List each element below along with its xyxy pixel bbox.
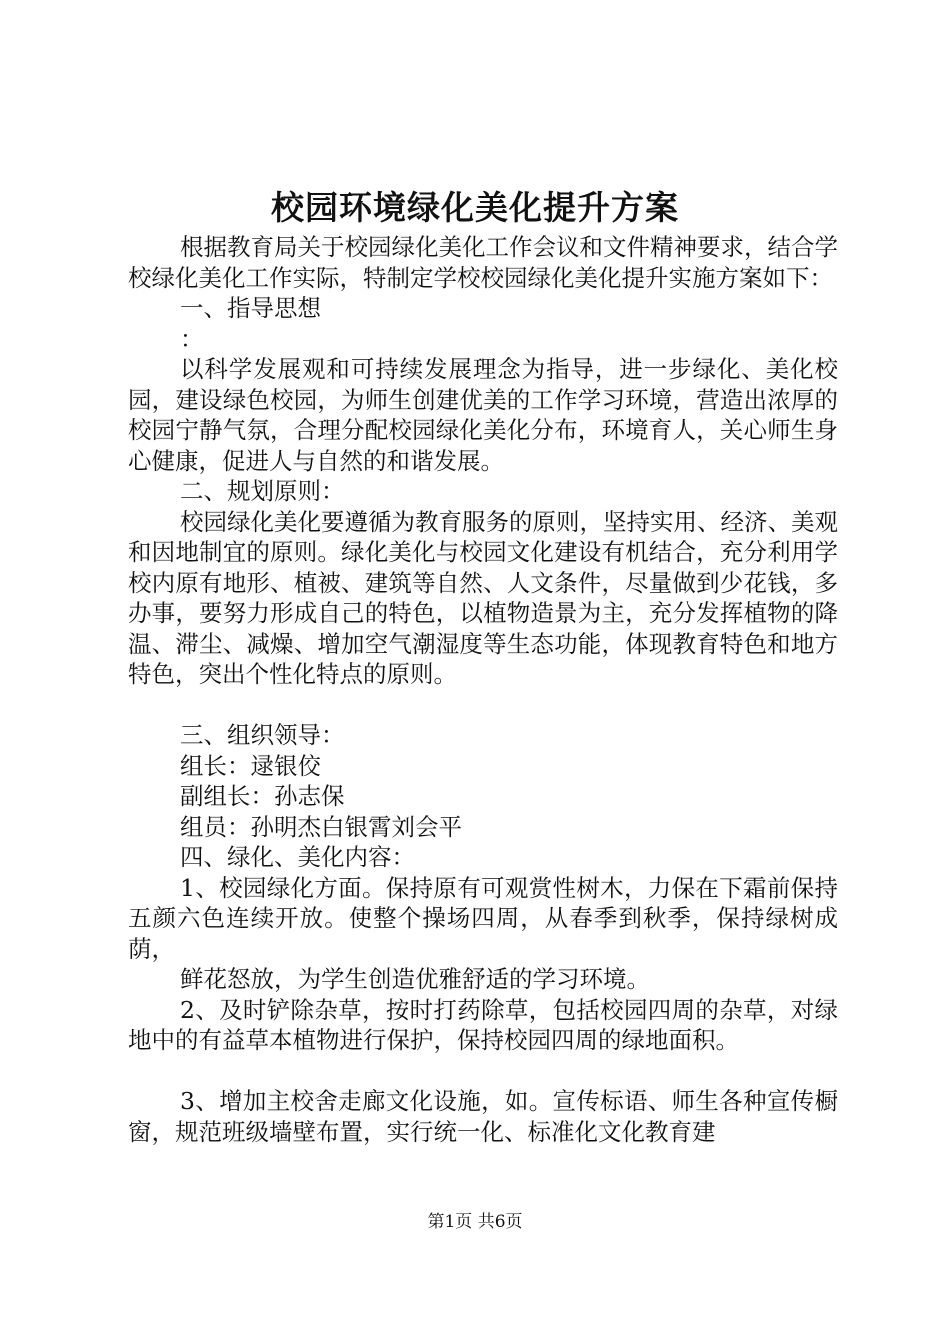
page-number-footer: 第1页 共6页 bbox=[427, 1212, 523, 1232]
team-members-line: 组员：孙明杰白银霄刘会平 bbox=[180, 812, 462, 841]
colon-line: ： bbox=[180, 324, 204, 353]
deputy-leader-line: 副组长：孙志保 bbox=[180, 782, 345, 810]
section-heading-organization: 三、组织领导： bbox=[180, 721, 345, 749]
section-heading-planning-principles: 二、规划原则： bbox=[180, 477, 345, 505]
blank-line bbox=[128, 1056, 838, 1087]
document-title: 校园环境绿化美化提升方案 bbox=[271, 188, 679, 227]
intro-paragraph: 根据教育局关于校园绿化美化工作会议和文件精神要求，结合学校绿化美化工作实际，特制定学校校园绿化美化提升实施方案如下： bbox=[128, 233, 838, 292]
content-item-3: 3、增加主校舍走廊文化设施，如。宣传标语、师生各种宣传橱窗，规范班级墙壁布置，实行统一化、标准化文化教育建 bbox=[128, 1087, 838, 1146]
team-leader-line: 组长：逯银佼 bbox=[180, 751, 321, 780]
content-item-1-continued: 鲜花怒放，为学生创造优雅舒适的学习环境。 bbox=[180, 965, 650, 993]
section-heading-guiding-thought: 一、指导思想 bbox=[180, 294, 321, 322]
blank-line bbox=[128, 690, 838, 721]
document-body bbox=[128, 232, 838, 1147]
content-item-2: 2、及时铲除杂草，按时打药除草，包括校园四周的杂草，对绿地中的有益草本植物进行保护，保持校园四周的绿地面积。 bbox=[128, 995, 838, 1054]
guiding-thought-paragraph: 以科学发展观和可持续发展理念为指导，进一步绿化、美化校园，建设绿色校园，为师生创建优美的工作学习环境，营造出浓厚的校园宁静气氛，合理分配校园绿化美化分布，环境育人，关心师生身心健康，促进人与自然的和谐发展。 bbox=[128, 355, 838, 475]
planning-principles-paragraph: 校园绿化美化要遵循为教育服务的原则，坚持实用、经济、美观和因地制宜的原则。绿化美化与校园文化建设有机结合，充分利用学校内原有地形、植被、建筑等自然、人文条件，尽量做到少花钱，多办事，要努力形成自己的特色，以植物造景为主，充分发挥植物的降温、滞尘、减燥、增加空气潮湿度等生态功能，体现教育特色和地方特色，突出个性化特点的原则。 bbox=[128, 507, 838, 688]
content-item-1: 1、校园绿化方面。保持原有可观赏性树木，力保在下霜前保持五颜六色连续开放。使整个操场四周，从春季到秋季，保持绿树成荫， bbox=[128, 873, 838, 963]
section-heading-content: 四、绿化、美化内容： bbox=[180, 843, 415, 871]
